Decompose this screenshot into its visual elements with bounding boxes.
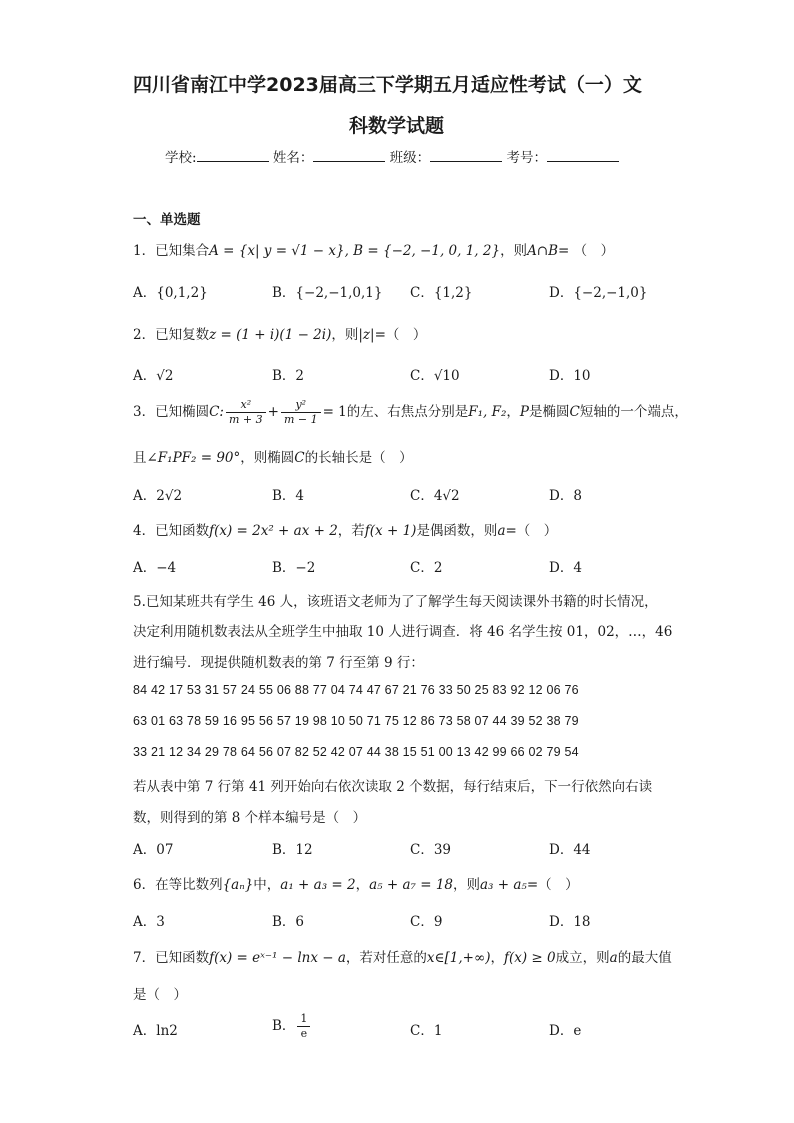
q7-cond: f(x) ≥ 0	[504, 950, 556, 966]
question-7-stem-line1	[133, 946, 672, 966]
q3-fraction-1	[226, 398, 266, 427]
page-title-line1: 四川省南江中学2023届高三下学期五月适应性考试（一）文	[133, 74, 642, 96]
question-3-stem-line1: 3．已知椭圆C: $\frac{\text{x²}}{m + 3}$ + $\frac{\text{y²}}{m - 1}$ = 1的左、右焦点分别是F₁, F₂，P是椭圆C短轴的一个端点，	[133, 398, 688, 426]
class-blank	[430, 149, 502, 162]
q5-option-d[interactable]: D．44	[549, 842, 591, 858]
q6-stem-mid: 中，	[253, 877, 281, 893]
q5-option-b[interactable]: B．12	[272, 842, 313, 858]
random-table-row-8: 63 01 63 78 59 16 95 56 57 19 98 10 50 71 75 12 86 73 58 07 44 39 52 38 79	[133, 714, 579, 728]
q2-option-b[interactable]: B．2	[272, 368, 305, 384]
q6-cond1: a₁ + a₃ = 2	[280, 877, 356, 893]
q7-option-a[interactable]: A．ln2	[133, 1023, 178, 1039]
q1-stem-pre: 1．已知集合	[133, 243, 210, 259]
question-1-stem	[133, 239, 614, 259]
q7-option-b-label: B．	[272, 1018, 296, 1034]
q7-option-d[interactable]: D．e	[549, 1023, 582, 1039]
q5-line5: 数，则得到的第 8 个样本编号是（ ）	[133, 810, 367, 826]
q5-option-c[interactable]: C．39	[410, 842, 452, 858]
q7-option-c[interactable]: C．1	[410, 1023, 443, 1039]
q1-stem-end: = （ ）	[558, 243, 615, 259]
q7-domain: x∈[1,+∞)	[426, 950, 491, 966]
q2-stem-pre: 2．已知复数	[133, 327, 210, 343]
q1-option-a[interactable]: A．{0,1,2}	[133, 285, 208, 301]
q3-c2: C	[569, 404, 580, 420]
name-label: 姓名：	[272, 150, 314, 166]
q4-func2: f(x + 1)	[364, 523, 417, 539]
q7-stem-pre: 7．已知函数	[133, 950, 210, 966]
number-label: 考号：	[506, 150, 547, 166]
q2-option-a[interactable]: A．√2	[133, 368, 174, 384]
q7-func: f(x) = eˣ⁻¹ − lnx − a	[209, 950, 346, 966]
q3-frac2-numerator: y²	[281, 398, 321, 413]
q7-stem-end: 的最大值	[617, 950, 672, 966]
school-blank	[197, 149, 269, 162]
q3-line2-mid: ，则椭圆	[240, 450, 295, 466]
q3-line2-pre: 且	[133, 450, 147, 466]
name-blank	[313, 149, 385, 162]
q4-option-a[interactable]: A．−4	[133, 560, 177, 576]
q5-line1: 5.已知某班共有学生 46 人，该班语文老师为了了解学生每天阅读课外书籍的时长情况，	[133, 594, 658, 610]
page-title-line2: 科数学试题	[349, 115, 445, 137]
school-label: 学校:	[165, 150, 197, 166]
q7-sep: ，	[490, 950, 504, 966]
q4-func: f(x) = 2x² + ax + 2	[209, 523, 338, 539]
q3-eq-one: = 1	[322, 404, 347, 420]
q3-stem-pre: 3．已知椭圆	[133, 404, 210, 420]
q3-option-c[interactable]: C．4√2	[410, 488, 460, 504]
q6-stem-pre: 6．在等比数列	[133, 877, 223, 893]
q1-option-d[interactable]: D．{−2,−1,0}	[549, 285, 648, 301]
q2-stem-post: ，则	[331, 327, 359, 343]
class-label: 班级：	[389, 150, 431, 166]
q3-line2-end: 的长轴长是（ ）	[304, 450, 413, 466]
q4-option-c[interactable]: C．2	[410, 560, 443, 576]
q1-stem-post: ，则	[500, 243, 528, 259]
q7-option-b-fraction	[297, 1012, 310, 1041]
q3-fraction-2	[281, 398, 321, 427]
q4-stem-mid2: 是偶函数，则	[416, 523, 498, 539]
q3-stem-end: 短轴的一个端点，	[579, 404, 688, 420]
q6-sep: ，	[355, 877, 370, 893]
q2-expr: z = (1 + i)(1 − 2i)	[209, 327, 332, 343]
q2-option-d[interactable]: D．10	[549, 368, 591, 384]
question-4-stem	[133, 519, 557, 539]
q7-b-denominator: e	[300, 1027, 308, 1040]
q3-ellipse-name: C:	[209, 404, 224, 420]
q3-point-p: P	[519, 404, 530, 420]
q5-option-a[interactable]: A．07	[133, 842, 174, 858]
q3-option-a[interactable]: A．2√2	[133, 488, 183, 504]
q1-option-b[interactable]: B．{−2,−1,0,1}	[272, 285, 383, 301]
q7-b-numerator: 1	[297, 1012, 310, 1027]
number-blank	[547, 149, 619, 162]
q4-option-d[interactable]: D．4	[549, 560, 582, 576]
q1-expr: A∩B	[527, 243, 559, 259]
q5-line3: 进行编号．现提供随机数表的第 7 行至第 9 行：	[133, 655, 424, 671]
question-6-stem	[133, 873, 579, 893]
section-heading: 一、单选题	[133, 212, 201, 228]
q3-frac2-denominator: m − 1	[283, 413, 318, 426]
q6-option-b[interactable]: B．6	[272, 914, 305, 930]
student-info	[165, 146, 619, 166]
q6-target: a₃ + a₅	[480, 877, 527, 893]
q7-stem-mid2: 成立，则	[555, 950, 610, 966]
q3-frac1-denominator: m + 3	[228, 413, 263, 426]
q5-line2: 决定利用随机数表法从全班学生中抽取 10 人进行调查．将 46 名学生按 01，02，…，46	[133, 624, 673, 640]
q4-var: a	[497, 523, 506, 539]
q3-foci: F₁, F₂	[468, 404, 507, 420]
q4-stem-pre: 4．已知函数	[133, 523, 210, 539]
q2-option-c[interactable]: C．√10	[410, 368, 460, 384]
q7-option-b[interactable]	[272, 1012, 312, 1041]
question-3-stem-line2	[133, 446, 413, 466]
q7-var: a	[609, 950, 618, 966]
q2-abs: |z|	[358, 327, 375, 343]
q6-option-c[interactable]: C．9	[410, 914, 443, 930]
q3-frac1-numerator: x²	[226, 398, 266, 413]
random-table-row-9: 33 21 12 34 29 78 64 56 07 82 52 42 07 44 38 15 51 00 13 42 99 66 02 79 54	[133, 745, 579, 759]
q7-stem-mid: ，若对任意的	[345, 950, 427, 966]
q3-stem-mid2: ，	[506, 404, 520, 420]
q3-c3: C	[294, 450, 305, 466]
question-7-stem-line2: 是（ ）	[133, 987, 187, 1003]
q6-stem-mid2: ，则	[453, 877, 480, 893]
q4-stem-mid: ，若	[337, 523, 365, 539]
q6-option-d[interactable]: D．18	[549, 914, 591, 930]
q2-stem-end: =（ ）	[374, 327, 427, 343]
q6-stem-end: =（ ）	[526, 877, 579, 893]
q1-sets: A = {x| y = √1 − x}, B = {−2, −1, 0, 1, 2}	[209, 243, 501, 259]
question-2-stem	[133, 323, 426, 343]
q6-seq: {aₙ}	[222, 877, 254, 893]
q4-option-b[interactable]: B．−2	[272, 560, 316, 576]
q3-stem-mid3: 是椭圆	[529, 404, 570, 420]
q5-line4: 若从表中第 7 行第 41 列开始向右依次读取 2 个数据，每行结束后，下一行依然向右读	[133, 779, 653, 795]
q3-angle: ∠F₁PF₂ = 90°	[146, 450, 241, 466]
q3-stem-mid: 的左、右焦点分别是	[346, 404, 469, 420]
q6-cond2: a₅ + a₇ = 18	[369, 877, 453, 893]
q3-option-b[interactable]: B．4	[272, 488, 305, 504]
q6-option-a[interactable]: A．3	[133, 914, 165, 930]
q3-option-d[interactable]: D．8	[549, 488, 582, 504]
q1-option-c[interactable]: C．{1,2}	[410, 285, 473, 301]
random-table-row-7: 84 42 17 53 31 57 24 55 06 88 77 04 74 47 67 21 76 33 50 25 83 92 12 06 76	[133, 683, 579, 697]
q4-stem-end: =（ ）	[505, 523, 558, 539]
